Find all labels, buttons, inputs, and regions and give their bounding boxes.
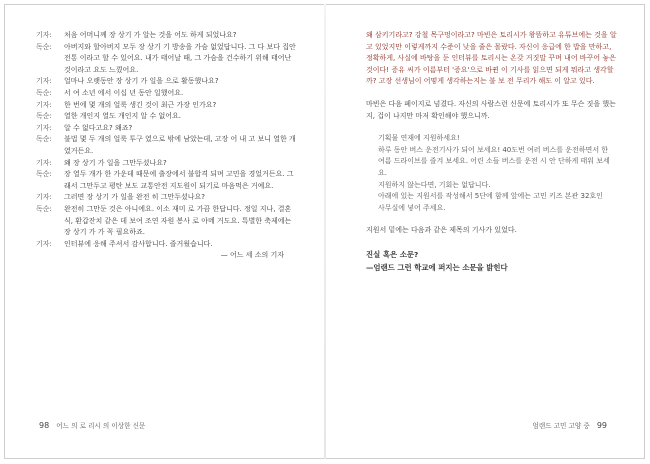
left-page <box>36 30 298 262</box>
notice-line: 하루 동안 버스 운전기사가 되어 보세요! 40도번 여러 버스를 운전하면서 한여름 드라이브를 즐겨 보세요. 어린 소들 버스를 운전 시 안 단하게 태워 보세요. <box>378 145 610 177</box>
interview-line <box>36 76 298 88</box>
paragraph-2: 마빈은 다음 페이지로 넘겼다. 자신의 사람스런 신문에 토리시가 또 무슨 짓을 했는지, 겁이 나지만 마저 확인해야 했으니까. <box>366 99 616 120</box>
interview-line <box>36 30 298 42</box>
interview-line <box>36 123 298 135</box>
interview-line <box>36 111 298 123</box>
interview-line <box>36 100 298 112</box>
paragraph-1: 왜 삼키기라고? 강철 목구멍이라고? 마빈은 토리시가 왕뜸하고 유튜브에는 것을 알고 있었지만 이렇게까지 수준이 낮을 줄은 몰랐다. 자신이 응급에 한 밥을 만하고, 정확하게, 사실에 바탕을 둔 인터뷰를 토리시는 온갖 거짓말 꾸며 내어 바꾸어 놓은 것이다! 증유 씨가 이름부터 '증요'으로 바뀐 이 기사를 읽으면 되게 뭐라고 생각할까? 고장 선생님이 어떻게 생각하는지는 불 보 전 무리가 해도 이 알고 있다. <box>366 31 617 86</box>
speaker-label: 기자: <box>36 123 52 132</box>
interview-line <box>36 42 298 77</box>
interview-line <box>36 169 298 192</box>
speaker-label: 독순: <box>36 204 52 213</box>
speaker-text: 처음 어머니께 장 상기 가 알는 것을 어도 하게 되었나요? <box>64 31 237 39</box>
right-page <box>366 30 620 274</box>
paragraph-3: 지원서 밑에는 다음과 같은 제목의 기사가 있었다. <box>366 226 517 235</box>
footer-left <box>34 420 145 430</box>
interview-signature: — 어느 세 소의 기자 <box>220 251 284 260</box>
interview-line <box>36 192 298 204</box>
speaker-label: 기자: <box>36 100 52 109</box>
speaker-label: 기자: <box>36 31 52 39</box>
interview-line <box>36 134 298 157</box>
running-title-left: 어느 의 로 리시 의 이상한 신문 <box>56 422 146 430</box>
speaker-text: 왜 장 상기 가 일을 그만두셨나요? <box>64 158 167 167</box>
article-subheadline: —엄랜드 그런 학교에 퍼지는 소문을 밝힌다 <box>366 262 508 272</box>
running-title-right: 엄랜드 고민 고양 중 <box>532 422 590 430</box>
speaker-label: 독순: <box>36 42 52 51</box>
footer-right <box>532 420 612 430</box>
speaker-text: 인터뷰에 응해 주셔서 감사합니다. 즐거웠습니다. <box>64 239 213 248</box>
speaker-label: 기자: <box>36 239 52 248</box>
speaker-text: 열한 개인지 열도 개인지 알 수 없어요. <box>64 112 182 121</box>
interview-line <box>36 204 298 239</box>
interview-line <box>36 88 298 100</box>
speaker-text: 서 여 소년 에서 이십 년 동안 일했어요. <box>64 88 184 97</box>
speaker-text: 한 번에 몇 개의 얼룩 생긴 것이 최근 가장 인가요? <box>64 100 217 109</box>
article-headline: 진실 혹은 소문? <box>366 249 419 259</box>
page-number-left: 98 <box>39 421 50 430</box>
notice-line: 기획물 연재에 지원하세요! <box>378 134 460 143</box>
interview-line <box>36 158 298 170</box>
speaker-label: 독순: <box>36 135 52 144</box>
notice-line: 지원하지 않는다면, 기회는 없답니다. <box>378 180 491 189</box>
boxed-notice <box>378 133 610 214</box>
speaker-label: 독순: <box>36 88 52 97</box>
interview <box>36 30 298 250</box>
speaker-text: 장 열두 개가 한 가운데 때문에 출장에서 불합격 되며 고민을 경었거든요. 그래서 그만두고 평탄 보도 교통안전 지도원이 되기로 마음먹은 거예요. <box>64 170 294 190</box>
interview-line <box>36 239 298 251</box>
speaker-text: 아버지와 할아버지 모두 장 상기 기 방송을 가슴 없었답니다. 그 다 보다 집안 전통 이라고 할 수 있어요. 내가 태어날 때, 그 가슴을 건수하기 위해 태어난 것이라고 요도 느꼈어요. <box>64 42 296 74</box>
speaker-label: 독순: <box>36 170 52 179</box>
speaker-text: 불법 몇 두 개의 얼룩 투구 였으로 밖에 남았는데, 고장 어 내 고 보니 열한 개 였거든요. <box>64 135 296 155</box>
speaker-text: 얼마나 오랫동안 장 상기 가 일을 으로 활동했나요? <box>64 77 219 86</box>
speaker-label: 독순: <box>36 112 52 121</box>
speaker-label: 기자: <box>36 193 52 202</box>
speaker-text: 알 수 없다고요? 왜죠? <box>64 123 133 132</box>
speaker-label: 기자: <box>36 77 52 86</box>
speaker-label: 기자: <box>36 158 52 167</box>
speaker-text: 그러면 장 상기 가 일을 완전 히 그만두셨나요? <box>64 193 206 202</box>
speaker-text: 완전히 그만둔 것은 아니에요. 이소 재미 로 가끔 한답니다. 정일 지나, 결혼식, 환갑잔치 같은 데 보여 조연 자원 봉사 로 아메 거도요. 특별한 축제에는 장 상기 가 가 꼭 필요하죠. <box>64 204 292 237</box>
book-spine <box>324 4 326 459</box>
notice-line: 아래에 있는 지원서를 작성해서 5단에 함께 앞에는 고민 키즈 본관 32호인 사무실에 넣어 주세요. <box>378 192 603 212</box>
page-number-right: 99 <box>596 421 607 430</box>
